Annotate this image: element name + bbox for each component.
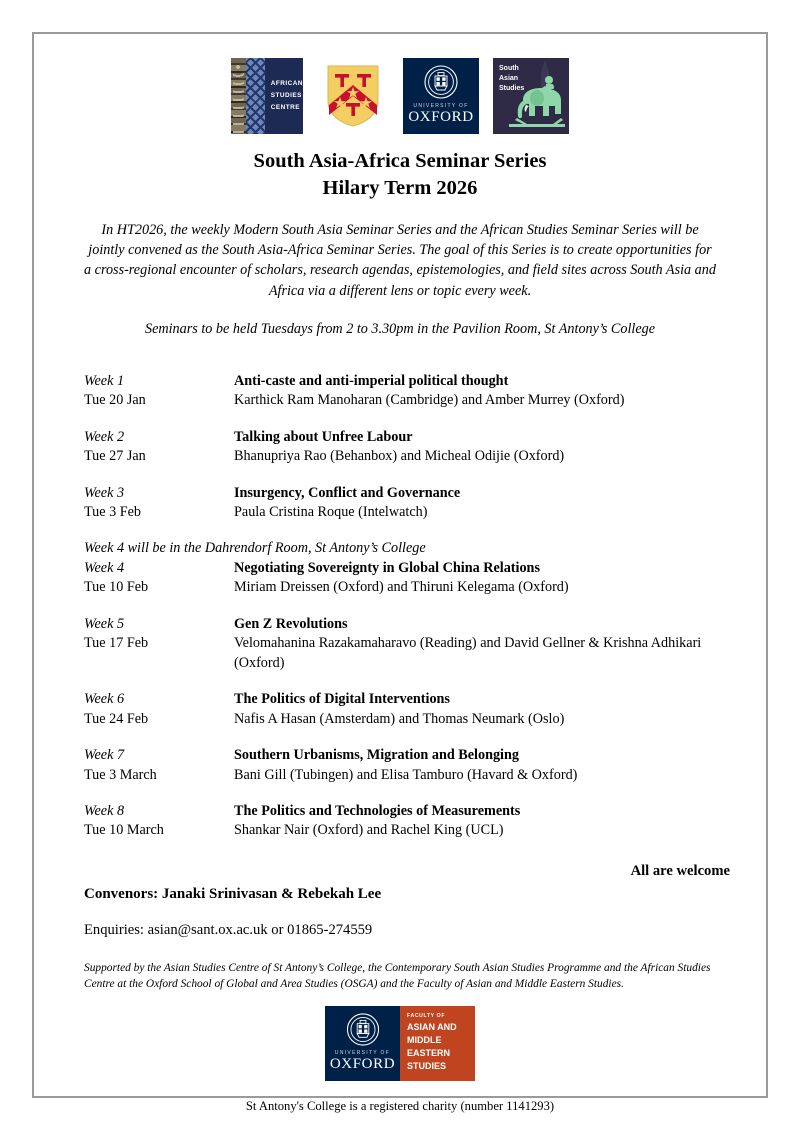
african-studies-centre-wordmark	[265, 58, 303, 134]
fames-line-4: STUDIES	[407, 1060, 447, 1071]
week-1-date: Tue 20 Jan	[84, 392, 146, 409]
sas-line-2: Asian	[499, 75, 519, 83]
week-5-date: Tue 17 Feb	[84, 635, 149, 652]
week-2-date: Tue 27 Jan	[84, 448, 146, 465]
asc-line-2: STUDIES	[270, 92, 302, 100]
sas-line-3: Studies	[499, 85, 525, 93]
oxford-university-label-footer: UNIVERSITY OF	[334, 1050, 391, 1057]
week-3-date: Tue 3 Feb	[84, 503, 142, 520]
supported-by-note: Supported by the Asian Studies Centre of St Antony’s College, the Contemporary South Asian Studies Programme and the African Studies Centre at the Oxford School of Global and Area Studies (OSGA) and the Faculty of Asian and Middle Eastern Studies.	[84, 961, 711, 990]
schedule-row-week-7	[84, 746, 730, 785]
fames-line-2: MIDDLE	[407, 1035, 442, 1046]
sas-line-1: South	[499, 65, 519, 72]
week-4-meta	[84, 559, 234, 598]
week-3-number: Week 3	[84, 484, 125, 501]
african-pattern-strip-2	[246, 58, 265, 134]
week-1-content	[234, 372, 730, 411]
week-6-meta	[84, 690, 234, 729]
asc-line-1: AFRICAN	[270, 80, 303, 88]
oxford-crest-icon-footer	[346, 1013, 379, 1046]
week-3-topic: Insurgency, Conflict and Governance	[234, 484, 461, 501]
week-2-meta	[84, 428, 234, 467]
title-line-2: Hilary Term 2026	[322, 177, 478, 200]
week-7-number: Week 7	[84, 747, 125, 764]
week-4-topic: Negotiating Sovereignty in Global China Relations	[234, 559, 540, 576]
schedule-row-week-2	[84, 428, 730, 467]
week-6-content	[234, 690, 730, 729]
week-4-date: Tue 10 Feb	[84, 579, 149, 596]
enquiries-line[interactable]: Enquiries: asian@sant.ox.ac.uk or 01865-274559	[84, 921, 373, 938]
fames-line-3: EASTERN	[407, 1047, 451, 1058]
st-antonys-college-coat-of-arms	[317, 58, 389, 134]
schedule-row-week-5	[84, 615, 730, 673]
week-6-date: Tue 24 Feb	[84, 710, 149, 727]
week-1-meta	[84, 372, 234, 411]
week-8-topic: The Politics and Technologies of Measurements	[234, 802, 521, 819]
week-4-content	[234, 559, 730, 598]
asc-line-3: CENTRE	[270, 103, 300, 111]
shield-icon	[327, 65, 379, 127]
week-8-number: Week 8	[84, 802, 125, 819]
header-logo-row	[62, 58, 738, 134]
oxford-crest-icon	[424, 65, 458, 99]
week-2-content	[234, 428, 730, 467]
fames-faculty-label: FACULTY OF	[407, 1013, 446, 1020]
fames-line-1: ASIAN AND	[407, 1022, 457, 1033]
week-5-number: Week 5	[84, 615, 125, 632]
university-of-oxford-logo-footer	[325, 1006, 400, 1081]
south-asian-studies-wordmark	[499, 64, 524, 94]
week-4-speakers: Miriam Dreissen (Oxford) and Thiruni Kelegama (Oxford)	[234, 579, 569, 596]
week-5-content	[234, 615, 730, 673]
week-8-content	[234, 802, 730, 841]
week-6-number: Week 6	[84, 691, 125, 708]
week-1-topic: Anti-caste and anti-imperial political thought	[234, 372, 509, 389]
seminar-schedule	[62, 372, 738, 841]
week-3-speakers: Paula Cristina Roque (Intelwatch)	[234, 503, 428, 520]
week-8-meta	[84, 802, 234, 841]
week-8-speakers: Shankar Nair (Oxford) and Rachel King (UCL)	[234, 822, 504, 839]
week-2-number: Week 2	[84, 428, 125, 445]
oxford-wordmark: OXFORD	[408, 109, 474, 125]
schedule-row-week-6	[84, 690, 730, 729]
week-5-meta	[84, 615, 234, 673]
fames-wordmark	[407, 1021, 469, 1072]
week-8-date: Tue 10 March	[84, 822, 164, 839]
african-pattern-strip-1	[231, 58, 246, 134]
week-3-content	[234, 484, 730, 523]
all-are-welcome-note: All are welcome	[630, 862, 730, 879]
week-7-meta	[84, 746, 234, 785]
week-7-date: Tue 3 March	[84, 766, 157, 783]
footer-logo-row	[62, 1006, 738, 1081]
schedule-row-week-8	[84, 802, 730, 841]
seminar-time-location: Seminars to be held Tuesdays from 2 to 3.30pm in the Pavilion Room, St Antony’s College	[144, 320, 656, 337]
week-4-room-note: Week 4 will be in the Dahrendorf Room, St Antony’s College	[84, 540, 426, 557]
charity-registration-note: St Antony's College is a registered charity (number 1141293)	[245, 1099, 555, 1114]
week-7-content	[234, 746, 730, 785]
schedule-row-week-4	[84, 559, 730, 598]
intro-paragraph: In HT2026, the weekly Modern South Asia Seminar Series and the African Studies Seminar Series will be jointly convened as the South Asia-Africa Seminar Series. The goal of this Series is to create opportunities for a cross-regional encounter of scholars, research agendas, epistemologies, and field sites across South Asia and Africa via a different lens or topic every week.	[84, 222, 716, 299]
week-1-number: Week 1	[84, 372, 125, 389]
week-6-topic: The Politics of Digital Interventions	[234, 691, 450, 708]
week-7-topic: Southern Urbanisms, Migration and Belonging	[234, 747, 519, 764]
schedule-row-week-3	[84, 484, 730, 523]
week-4-number: Week 4	[84, 559, 125, 576]
south-asian-studies-logo	[493, 58, 569, 134]
oxford-wordmark-footer: OXFORD	[329, 1056, 396, 1073]
week-1-speakers: Karthick Ram Manoharan (Cambridge) and Amber Murrey (Oxford)	[234, 392, 625, 409]
title-line-1: South Asia-Africa Seminar Series	[253, 150, 547, 172]
week-7-speakers: Bani Gill (Tubingen) and Elisa Tamburo (Havard & Oxford)	[234, 766, 578, 783]
week-2-topic: Talking about Unfree Labour	[234, 428, 413, 445]
convenors-line: Convenors: Janaki Srinivasan & Rebekah Lee	[84, 885, 382, 902]
page-border-frame	[32, 32, 768, 1114]
university-of-oxford-logo	[403, 58, 479, 134]
week-5-topic: Gen Z Revolutions	[234, 615, 348, 632]
oxford-university-label: UNIVERSITY OF	[413, 103, 469, 109]
schedule-row-week-1	[84, 372, 730, 411]
week-6-speakers: Nafis A Hasan (Amsterdam) and Thomas Neumark (Oslo)	[234, 710, 565, 727]
week-5-speakers: Velomahanina Razakamaharavo (Reading) and David Gellner & Krishna Adhikari (Oxford)	[234, 635, 702, 671]
week-2-speakers: Bhanupriya Rao (Behanbox) and Micheal Odijie (Oxford)	[234, 448, 565, 465]
faculty-of-asian-and-middle-eastern-studies-logo	[400, 1006, 475, 1081]
african-studies-centre-logo	[231, 58, 303, 134]
week-3-meta	[84, 484, 234, 523]
page-title	[62, 148, 738, 202]
